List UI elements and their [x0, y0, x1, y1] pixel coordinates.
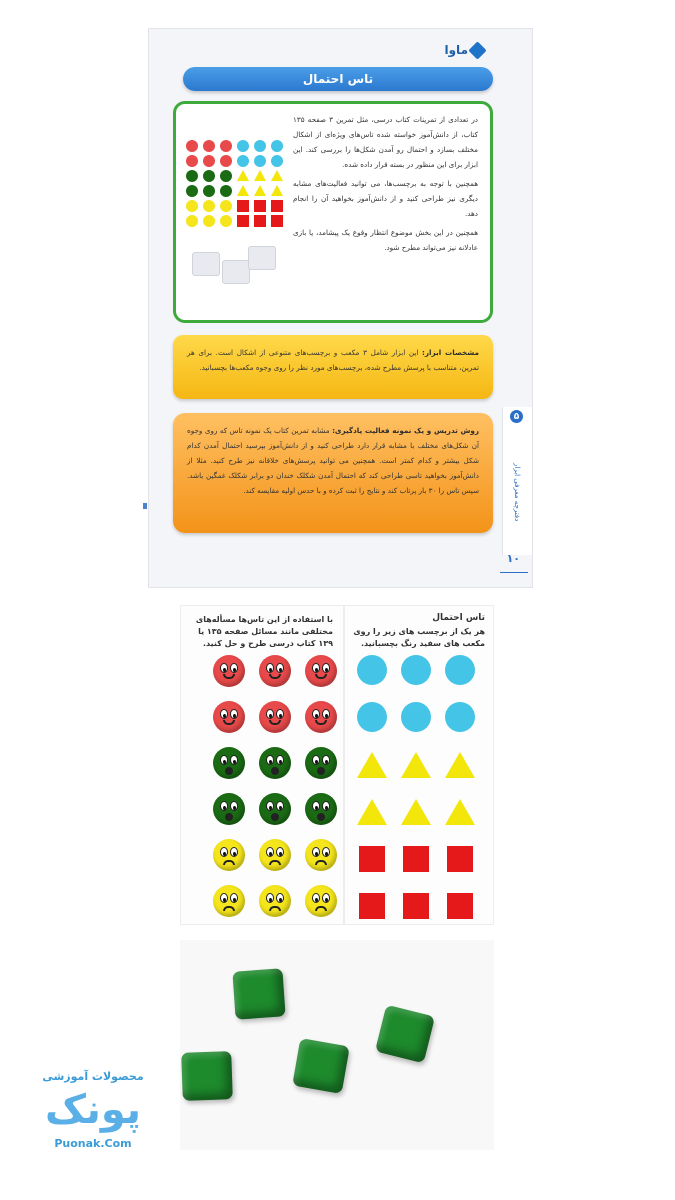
- thumbnail-face-icon: [203, 185, 215, 197]
- face-sticker: [213, 793, 245, 825]
- thumbnail-shape-icon: [271, 155, 283, 167]
- green-cube: [292, 1038, 350, 1094]
- shape-sticker: [357, 796, 387, 828]
- tool-specs-label: مشخصات ابزار:: [422, 348, 479, 357]
- sticker-sheet-thumbnail: [184, 122, 289, 292]
- blue-circle-icon: [401, 655, 431, 685]
- sad-face-icon: [259, 885, 291, 917]
- shape-sticker: [445, 655, 475, 687]
- shape-sticker: [357, 749, 387, 781]
- face-sticker: [305, 701, 337, 733]
- face-sticker: [305, 655, 337, 687]
- brand-cube-icon: [468, 41, 486, 59]
- intro-paragraph: همچنین در این بخش موضوع انتظار وقوع یک پیشامد، یا بازی عادلانه نیز می‌تواند مطرح شود.: [293, 228, 478, 252]
- shape-sticker: [401, 843, 431, 875]
- shape-sticker: [445, 843, 475, 875]
- intro-paragraph: همچنین با توجه به برچسب‌ها، می توانید فعالیت‌های مشابه دیگری نیز طراحی کنید و از دانش‌آموز بخواهید آن را انجام دهد.: [293, 179, 478, 218]
- thumbnail-shape-icon: [237, 140, 249, 152]
- face-sticker: [259, 839, 291, 871]
- face-sticker: [305, 747, 337, 779]
- tool-specs-text: این ابزار شامل ۳ مکعب و برچسب‌های متنوعی از اشکال است. برای هر تمرین، متناسب با پرسش مطرح شده، برچسب‌های مورد نظر را روی وجوه مکعب‌ها بچسبانید.: [187, 348, 479, 372]
- thumbnail-shape-icon: [271, 215, 283, 227]
- face-sticker: [259, 793, 291, 825]
- thumbnail-face-icon: [220, 215, 232, 227]
- sad-face-icon: [305, 885, 337, 917]
- face-sticker: [213, 655, 245, 687]
- shape-sticker: [401, 749, 431, 781]
- watermark-label: محصولات آموزشی: [42, 1070, 144, 1083]
- thumbnail-face-icon: [220, 155, 232, 167]
- yellow-triangle-icon: [401, 799, 431, 825]
- happy-face-icon: [213, 701, 245, 733]
- red-square-icon: [403, 893, 429, 919]
- red-square-icon: [447, 893, 473, 919]
- watermark-word: پونک: [44, 1087, 142, 1133]
- book-page: [148, 28, 533, 588]
- sheet-right-header: [353, 612, 485, 650]
- red-square-icon: [403, 846, 429, 872]
- thumbnail-shape-icon: [237, 185, 249, 196]
- thumbnail-shape-icon: [271, 170, 283, 181]
- face-sticker: [259, 701, 291, 733]
- thumbnail-shape-icon: [254, 140, 266, 152]
- thumbnail-cube: [192, 252, 220, 276]
- sheet-left-text: با استفاده از این تاس‌ها مسأله‌های مختلفی مانند مسائل صفحه ۱۳۵ یا ۱۳۹ کتاب درسی طرح و حل کنید.: [195, 615, 333, 648]
- shape-sticker: [357, 702, 387, 734]
- surprised-face-icon: [259, 747, 291, 779]
- page-number: ۱۰: [506, 552, 520, 565]
- watermark-site: Puonak.Com: [54, 1137, 132, 1150]
- happy-face-icon: [305, 655, 337, 687]
- face-sticker: [213, 885, 245, 917]
- thumbnail-face-icon: [203, 140, 215, 152]
- green-cube: [232, 968, 285, 1019]
- yellow-triangle-icon: [445, 799, 475, 825]
- happy-face-icon: [305, 701, 337, 733]
- happy-face-icon: [259, 701, 291, 733]
- shape-sticker-grid: [357, 655, 475, 922]
- thumbnail-face-icon: [186, 185, 198, 197]
- thumbnail-face-icon: [186, 140, 198, 152]
- thumbnail-face-icon: [186, 200, 198, 212]
- shape-sticker: [357, 890, 387, 922]
- green-cube: [181, 1051, 233, 1101]
- thumbnail-shape-icon: [254, 185, 266, 196]
- sheet-right-text: هر یک از برچسب های زیر را روی مکعب های سفید رنگ بچسبانید.: [353, 627, 485, 648]
- face-sticker: [213, 701, 245, 733]
- shape-sticker: [445, 796, 475, 828]
- thumbnail-sticker-grid: [186, 140, 285, 227]
- thumbnail-face-icon: [186, 170, 198, 182]
- thumbnail-face-icon: [186, 215, 198, 227]
- shape-sticker: [357, 655, 387, 687]
- brand-logo: [444, 43, 484, 57]
- happy-face-icon: [213, 655, 245, 687]
- thumbnail-shape-icon: [237, 170, 249, 181]
- shape-sticker: [401, 655, 431, 687]
- red-square-icon: [359, 846, 385, 872]
- sad-face-icon: [305, 839, 337, 871]
- surprised-face-icon: [305, 793, 337, 825]
- red-square-icon: [359, 893, 385, 919]
- thumbnail-shape-icon: [271, 185, 283, 196]
- surprised-face-icon: [259, 793, 291, 825]
- thumbnail-face-icon: [186, 155, 198, 167]
- page-title: تاس احتمال: [183, 67, 493, 91]
- thumbnail-shape-icon: [254, 215, 266, 227]
- chapter-side-tab: [502, 407, 532, 555]
- face-sticker: [305, 839, 337, 871]
- sheet-right-title: تاس احتمال: [432, 613, 485, 623]
- thumbnail-shape-icon: [237, 215, 249, 227]
- page-number-rule: [500, 572, 528, 573]
- blue-circle-icon: [445, 655, 475, 685]
- thumbnail-shape-icon: [254, 170, 266, 181]
- face-sticker: [213, 747, 245, 779]
- sad-face-icon: [259, 839, 291, 871]
- thumbnail-face-icon: [203, 215, 215, 227]
- face-sticker: [259, 747, 291, 779]
- teaching-method-label: روش تدریس و یک نمونه فعالیت یادگیری:: [332, 426, 480, 435]
- thumbnail-shape-icon: [254, 155, 266, 167]
- red-square-icon: [447, 846, 473, 872]
- chapter-number: ۵: [510, 410, 523, 423]
- thumbnail-face-icon: [203, 155, 215, 167]
- thumbnail-shape-icon: [271, 140, 283, 152]
- face-sticker: [259, 655, 291, 687]
- shape-sticker: [445, 702, 475, 734]
- yellow-triangle-icon: [401, 752, 431, 778]
- face-sticker: [259, 885, 291, 917]
- shape-sticker: [357, 843, 387, 875]
- surprised-face-icon: [305, 747, 337, 779]
- thumbnail-shape-icon: [254, 200, 266, 212]
- watermark-logo: [38, 1070, 148, 1170]
- shape-sticker: [445, 749, 475, 781]
- shape-sticker: [401, 796, 431, 828]
- thumbnail-face-icon: [220, 185, 232, 197]
- yellow-triangle-icon: [357, 752, 387, 778]
- yellow-triangle-icon: [357, 799, 387, 825]
- thumbnail-face-icon: [203, 170, 215, 182]
- blue-circle-icon: [445, 702, 475, 732]
- sad-face-icon: [213, 885, 245, 917]
- thumbnail-face-icon: [220, 200, 232, 212]
- face-sticker-grid: [213, 655, 337, 917]
- thumbnail-cube: [248, 246, 276, 270]
- face-sticker: [305, 885, 337, 917]
- face-sticker: [213, 839, 245, 871]
- happy-face-icon: [259, 655, 291, 687]
- shape-sticker: [445, 890, 475, 922]
- intro-paragraph: در تعدادی از تمرینات کتاب درسی، مثل تمرین ۳ صفحه ۱۳۵ کتاب، از دانش‌آموز خواسته شده تاس‌های ویژه‌ای از اشکال مختلف بسازد و احتمال رو آمدن شکل‌ها را بررسی کند. این ابزار برای این منظور در بسته قرار داده شده.: [293, 115, 478, 169]
- intro-text: [293, 112, 478, 259]
- chapter-tab-text: دفترچه معرفی ابزار: [513, 462, 521, 522]
- thumbnail-face-icon: [220, 170, 232, 182]
- thumbnail-face-icon: [220, 140, 232, 152]
- yellow-triangle-icon: [445, 752, 475, 778]
- blue-circle-icon: [357, 655, 387, 685]
- shape-sticker: [401, 702, 431, 734]
- page-edge-mark: [143, 503, 147, 509]
- teaching-method-text: مشابه تمرین کتاب یک نمونه تاس که روی وجوه آن شکل‌های مختلف با مشابه قرار دارد طراحی کنید و از دانش‌آموز بپرسید احتمال آمدن کدام شکل بیشتر و کدام کمتر است. همچنین می توانید پرسش‌های خلاقانه نیز طرح کنید. مثلا از دانش‌آموز بخواهید تاسی طراحی کند که احتمال آمدن شکلک خندان دو برابر شکلک غمگین باشد. سپس تاس را ۳۰ بار پرتاب کند و نتایج را ثبت کرده و با حدس اولیه مقایسه کند.: [187, 426, 479, 495]
- surprised-face-icon: [213, 793, 245, 825]
- thumbnail-shape-icon: [237, 200, 249, 212]
- tool-specs-box: [173, 335, 493, 399]
- thumbnail-shape-icon: [237, 155, 249, 167]
- blue-circle-icon: [357, 702, 387, 732]
- shape-sticker: [401, 890, 431, 922]
- surprised-face-icon: [213, 747, 245, 779]
- teaching-method-box: [173, 413, 493, 533]
- brand-name: ماوا: [444, 43, 468, 57]
- thumbnail-face-icon: [203, 200, 215, 212]
- green-cube: [375, 1005, 435, 1064]
- face-sticker: [305, 793, 337, 825]
- thumbnail-cube: [222, 260, 250, 284]
- green-cubes-photo: [180, 940, 494, 1150]
- intro-box: [173, 101, 493, 323]
- blue-circle-icon: [401, 702, 431, 732]
- thumbnail-shape-icon: [271, 200, 283, 212]
- sad-face-icon: [213, 839, 245, 871]
